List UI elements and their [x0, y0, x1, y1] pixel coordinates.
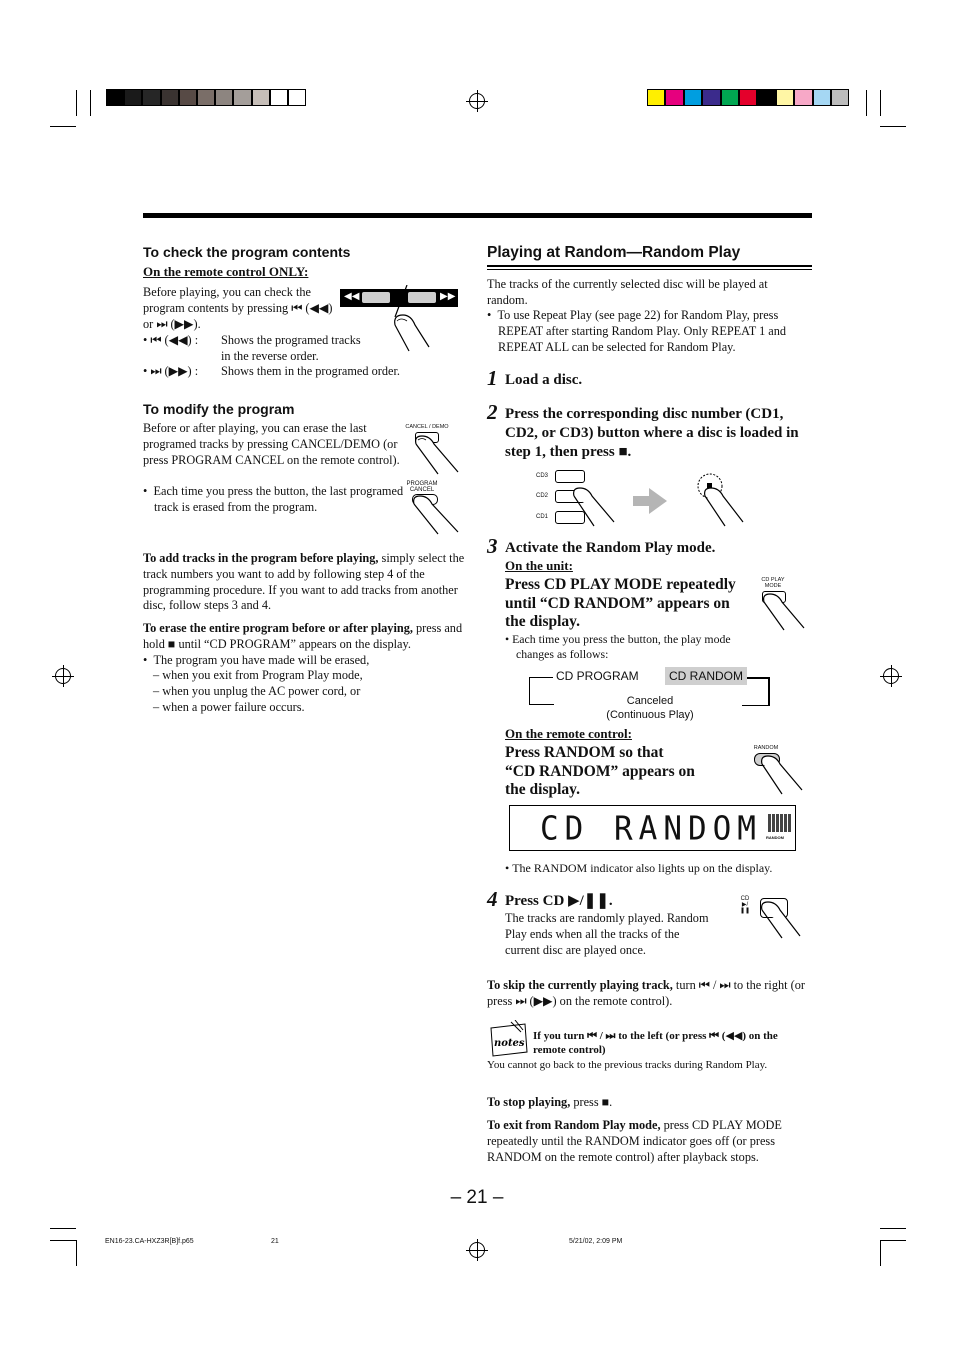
cd2-label: CD2 — [535, 493, 548, 499]
flow-cd-random: CD RANDOM — [665, 667, 747, 685]
modify-bullet: • Each time you press the button, the last programed track is erased from the program. — [143, 484, 404, 514]
color-swatch — [252, 89, 270, 106]
crop-mark — [866, 90, 867, 116]
page-number: – 21 – — [450, 1187, 504, 1208]
cd1-label: CD1 — [535, 514, 548, 520]
program-label: PROGRAM — [406, 481, 438, 487]
play-mode-bullet: • Each time you press the button, the play mode changes as follows: — [505, 632, 731, 661]
check-item-key: • ⏮ (◀◀) : — [143, 333, 199, 347]
finger-press-icon — [758, 900, 804, 940]
stop-bold: To stop playing, — [487, 1095, 571, 1109]
add-tracks-bold: To add tracks in the program before playing, — [143, 551, 379, 565]
title-rule-thin — [487, 269, 812, 270]
on-unit-label: On the unit: — [505, 558, 573, 573]
unit-instruction: Press CD PLAY MODE repeatedly until “CD RANDOM” appears on the display. — [505, 576, 736, 630]
registration-mark-icon — [469, 93, 485, 109]
erase-dash-item: – when you exit from Program Play mode, — [153, 668, 363, 682]
color-swatch — [106, 89, 124, 106]
color-swatch — [739, 89, 757, 106]
erase-bullet-text: The program you have made will be erased, — [153, 653, 370, 667]
crop-mark — [50, 1228, 76, 1229]
check-item-key: • ⏭ (▶▶) : — [143, 364, 199, 378]
check-intro: Before playing, you can check the program contents by pressing ⏮ (◀◀) or ⏭ (▶▶). — [143, 285, 333, 331]
check-subtitle: On the remote control ONLY: — [143, 264, 309, 279]
random-play-title: Playing at Random—Random Play — [487, 244, 741, 261]
step-4-description: The tracks are randomly played. Random Play ends when all the tracks of the current disc are played once. — [505, 911, 709, 957]
erase-dash-item: – when a power failure occurs. — [153, 699, 305, 714]
crop-mark — [880, 1240, 881, 1266]
modify-bullet-text: Each time you press the button, the last programed track is erased from the program. — [153, 484, 404, 514]
title-rule — [487, 265, 812, 267]
crop-mark — [880, 1240, 906, 1241]
registration-mark-icon — [883, 668, 899, 684]
check-item-text: Shows them in the programed order. — [221, 364, 400, 378]
finger-press-icon — [570, 486, 618, 528]
erase-text: press and hold ■ until “CD PROGRAM” appears on the display. — [143, 621, 463, 651]
step-number: 1 — [487, 366, 498, 390]
crop-mark — [880, 90, 881, 116]
cd-play-label — [737, 896, 753, 914]
exit-text: press CD PLAY MODE repeatedly until the RANDOM indicator goes off (or press RANDOM on the remote control) after playback stops. — [487, 1118, 782, 1164]
modify-title: To modify the program — [143, 401, 295, 417]
step-number: 2 — [487, 400, 498, 424]
notes-heading: If you turn ⏮ / ⏭ to the left (or press ⏮ (◀◀) on the remote control) — [533, 1030, 778, 1056]
finger-press-icon — [760, 592, 808, 632]
notes-icon — [487, 1020, 531, 1058]
footer-date: 5/21/02, 2:09 PM — [569, 1238, 623, 1245]
step-1-text: Load a disc. — [505, 372, 583, 388]
flow-canceled — [595, 694, 705, 722]
check-item-text: Shows the programed tracks in the reverse order. — [221, 333, 361, 363]
color-swatch — [288, 89, 306, 106]
color-swatch — [124, 89, 142, 106]
fast-forward-icon: ▶▶ — [440, 291, 456, 302]
color-swatch — [813, 89, 831, 106]
skip-paragraph — [487, 978, 809, 1010]
color-swatch — [665, 89, 683, 106]
color-swatch — [647, 89, 665, 106]
erase-bold: To erase the entire program before or after playing, — [143, 621, 413, 635]
notes-icon-text: notes — [494, 1038, 525, 1049]
crop-mark — [50, 126, 76, 127]
top-rule — [143, 213, 812, 218]
random-button-label: RANDOM — [753, 745, 779, 751]
color-swatch — [270, 89, 288, 106]
arrow-right-icon — [633, 488, 667, 514]
remote-instruction: Press RANDOM so that “CD RANDOM” appears on the display. — [505, 744, 695, 798]
lcd-segment-indicator — [768, 814, 792, 832]
lcd-random-indicator: RANDOM — [766, 835, 784, 840]
crop-mark — [880, 1228, 906, 1229]
finger-press-icon — [410, 494, 462, 536]
play-pause-icon: ▶/❚❚ — [739, 902, 751, 914]
flow-continuous-label: (Continuous Play) — [606, 709, 694, 721]
display-note-text: The RANDOM indicator also lights up on the display. — [512, 861, 773, 875]
notes-text: You cannot go back to the previous tracks during Random Play. — [487, 1059, 768, 1071]
step-2-text: Press the corresponding disc number (CD1, CD2, or CD3) button where a disc is loaded in step 1, then press ■. — [505, 406, 799, 460]
erase-dash-item: – when you unplug the AC power cord, or — [153, 683, 361, 698]
color-swatch — [702, 89, 720, 106]
add-tracks-text: simply select the track numbers you want to add by following step 4 of the programming procedure. If you want to add tracks from another disc, follow steps 3 and 4. — [143, 551, 465, 613]
crop-mark — [880, 126, 906, 127]
lcd-text: CD RANDOM — [540, 810, 762, 848]
on-remote-label: On the remote control: — [505, 726, 632, 741]
color-swatch — [776, 89, 794, 106]
crop-mark — [90, 90, 91, 116]
footer-file: EN16-23.CA-HXZ3R[B]f.p65 — [105, 1238, 194, 1245]
color-swatch — [757, 89, 775, 106]
erase-dash-list — [153, 668, 453, 715]
lcd-display — [509, 805, 796, 851]
step-number: 4 — [487, 887, 498, 911]
program-cancel-label — [402, 481, 442, 493]
check-item-0 — [143, 333, 383, 365]
modify-text: Before or after playing, you can erase the last programed tracks by pressing CANCEL/DEMO (or press PROGRAM CANCEL on the remote control). — [143, 421, 400, 467]
check-item-1 — [143, 364, 423, 380]
step-3-text: Activate the Random Play mode. — [505, 540, 716, 556]
finger-press-icon — [758, 754, 806, 796]
color-swatch — [233, 89, 251, 106]
color-swatch — [831, 89, 849, 106]
color-swatch — [215, 89, 233, 106]
stop-text: press ■. — [570, 1095, 613, 1109]
add-tracks-paragraph — [143, 551, 468, 614]
crop-mark — [76, 90, 77, 116]
exit-paragraph — [487, 1118, 809, 1165]
flow-cd-program: CD PROGRAM — [553, 669, 642, 683]
color-swatch — [179, 89, 197, 106]
step-4-text: Press CD ▶/❚❚. — [505, 893, 613, 909]
step-number: 3 — [487, 534, 498, 558]
crop-mark — [76, 1240, 77, 1266]
footer-page: 21 — [271, 1238, 279, 1245]
cancel-label: CANCEL — [409, 487, 435, 493]
skip-bold: To skip the currently playing track, — [487, 978, 673, 992]
color-swatch — [161, 89, 179, 106]
color-swatch — [142, 89, 160, 106]
random-intro: The tracks of the currently selected disc will be played at random. — [487, 277, 768, 307]
check-title: To check the program contents — [143, 244, 351, 260]
registration-mark-icon — [469, 1242, 485, 1258]
skip-text: turn ⏮ / ⏭ to the right (or press ⏭ (▶▶) on the remote control). — [487, 978, 805, 1008]
cd3-button — [555, 470, 585, 483]
color-swatch — [721, 89, 739, 106]
rewind-icon: ◀◀ — [344, 291, 360, 302]
crop-mark — [50, 1240, 76, 1241]
erase-bullet: • The program you have made will be erased, — [143, 653, 370, 667]
finger-press-icon — [412, 432, 462, 476]
stop-paragraph — [487, 1095, 612, 1111]
registration-mark-icon — [55, 668, 71, 684]
color-swatch — [794, 89, 812, 106]
exit-bold: To exit from Random Play mode, — [487, 1118, 661, 1132]
flow-canceled-label: Canceled — [626, 695, 674, 707]
display-note: • The RANDOM indicator also lights up on the display. — [505, 861, 773, 875]
cancel-demo-label: CANCEL / DEMO — [405, 424, 449, 430]
flow-bracket-left — [529, 677, 554, 705]
finger-press-icon — [385, 285, 435, 355]
cd3-label: CD3 — [535, 473, 548, 479]
play-mode-bullet-text: Each time you press the button, the play mode changes as follows: — [512, 632, 731, 661]
color-swatch — [197, 89, 215, 106]
erase-paragraph — [143, 621, 468, 653]
random-intro-bullet-text: To use Repeat Play (see page 22) for Random Play, press REPEAT after starting Random Play. Only REPEAT 1 and REPEAT ALL can be selected for Random Play. — [497, 308, 787, 354]
cd-play-mode-label: CD PLAY MODE — [761, 577, 785, 589]
stop-button-press-icon — [695, 472, 747, 528]
random-intro-bullet: • To use Repeat Play (see page 22) for Random Play, press REPEAT after starting Random Play. Only REPEAT 1 and REPEAT ALL can be selected for Random Play. — [487, 308, 787, 354]
color-swatch — [684, 89, 702, 106]
cd-label: CD — [740, 896, 750, 902]
